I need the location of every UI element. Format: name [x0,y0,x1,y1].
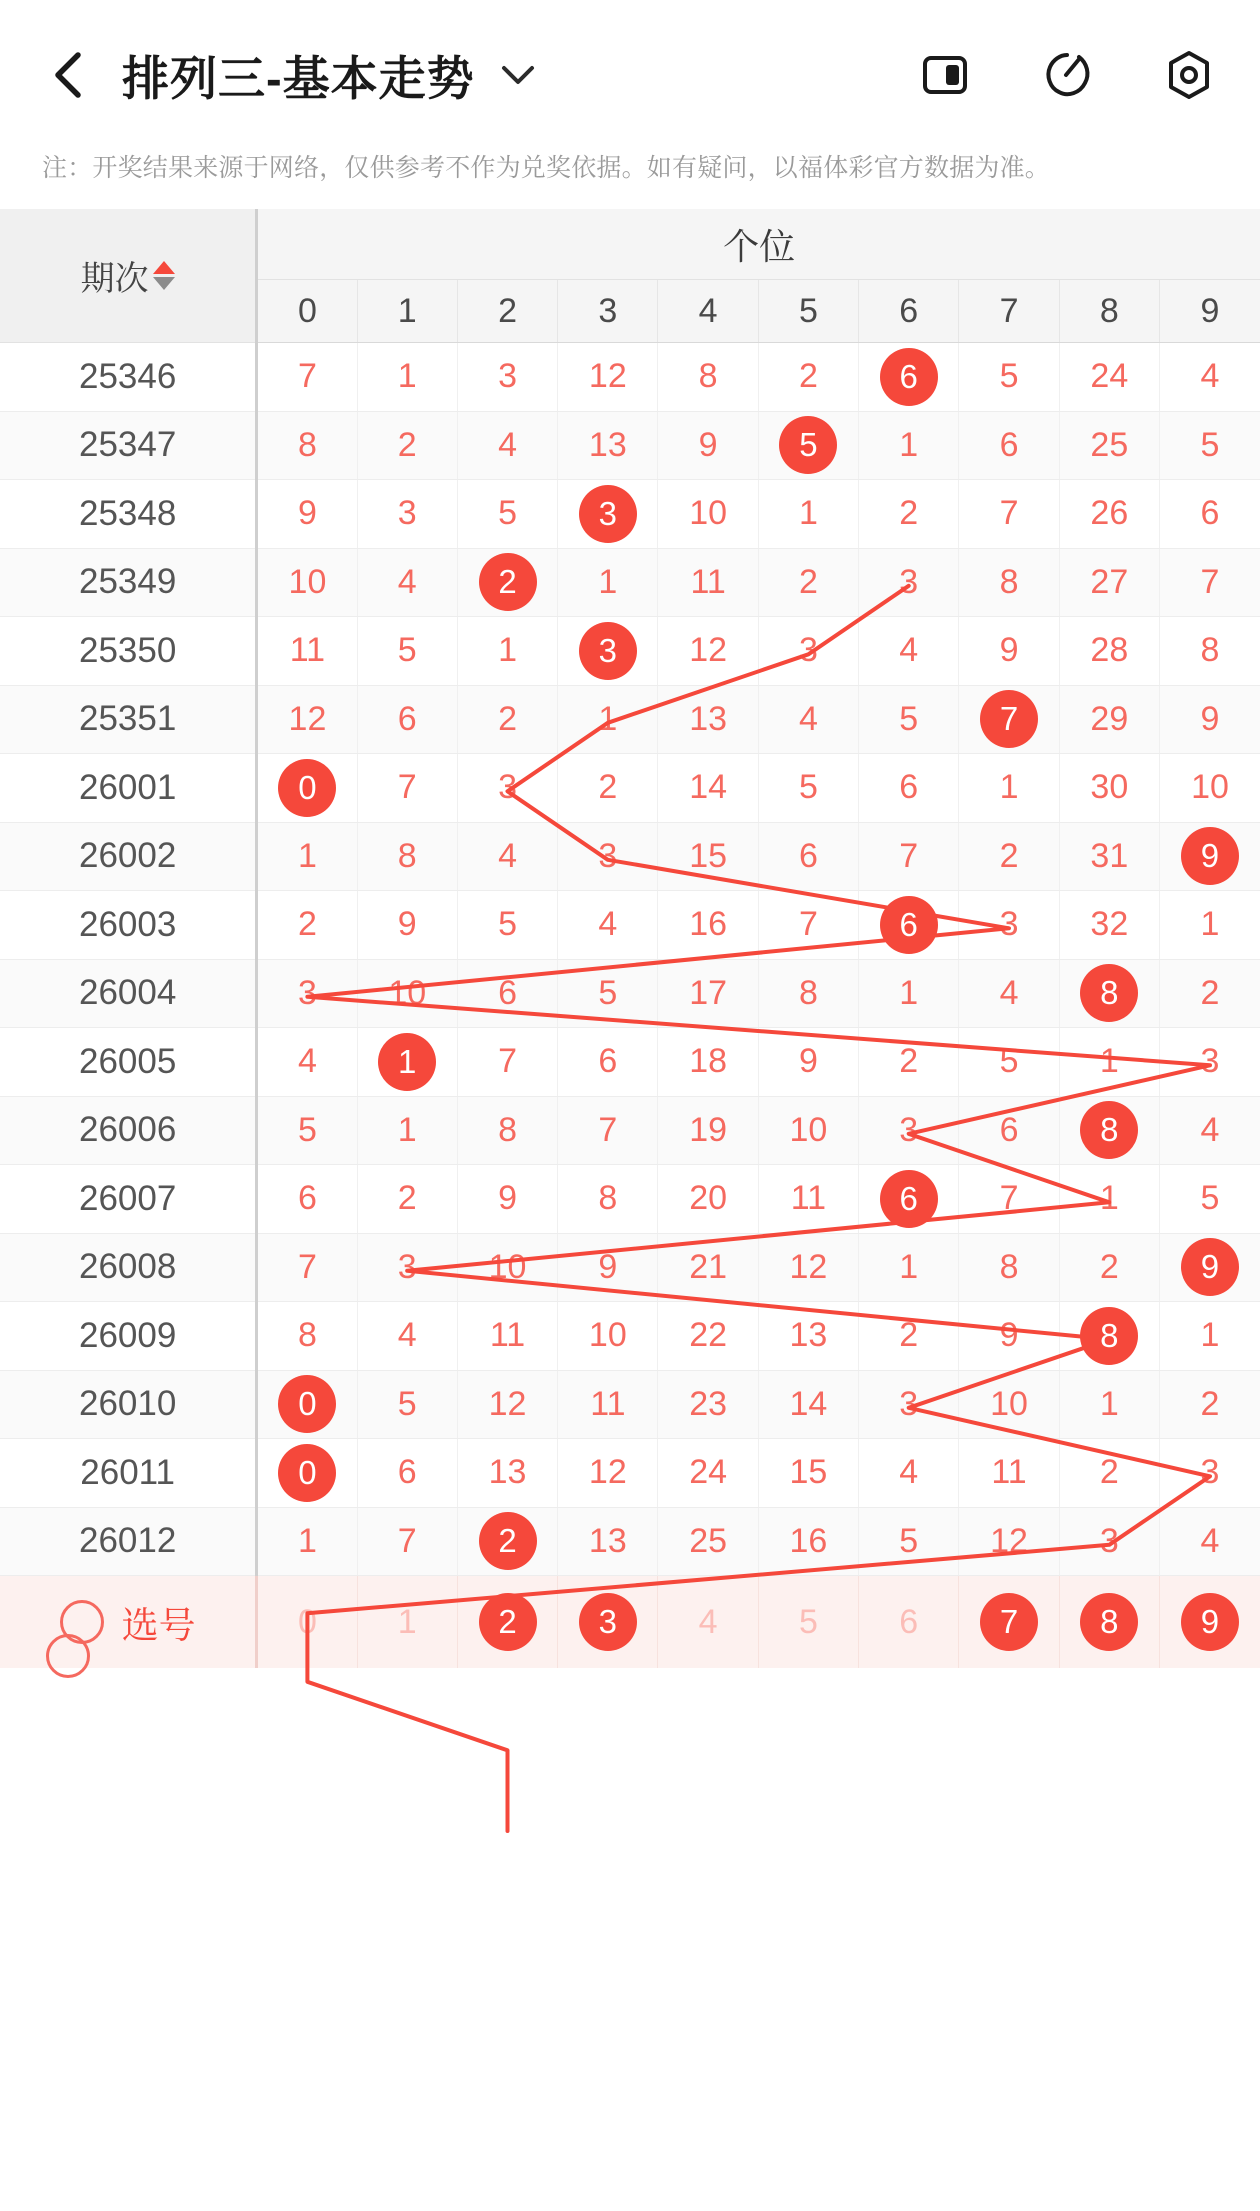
cell-r1-c3[interactable]: 13 [558,411,658,480]
cell-r2-c9[interactable]: 6 [1159,480,1260,549]
cell-r10-c5[interactable]: 9 [758,1028,858,1097]
share-icon[interactable] [1038,46,1096,104]
pick-ball-9[interactable]: 9 [1181,1593,1239,1651]
cell-r6-c3[interactable]: 2 [558,754,658,823]
cell-r5-c3[interactable]: 1 [558,685,658,754]
cell-r7-c3[interactable]: 3 [558,822,658,891]
cell-r15-c5[interactable]: 14 [758,1370,858,1439]
cell-r0-c4[interactable]: 8 [658,343,758,412]
digit-header-6[interactable]: 6 [859,280,959,343]
cell-r4-c1[interactable]: 5 [357,617,457,686]
row-period: 26012 [0,1507,257,1576]
cell-r0-c0[interactable]: 7 [257,343,357,412]
cell-r10-c1[interactable] [357,1028,457,1097]
cell-r6-c8[interactable]: 30 [1059,754,1159,823]
cell-r2-c4[interactable]: 10 [658,480,758,549]
cell-r0-c9[interactable]: 4 [1159,343,1260,412]
cell-r12-c1[interactable]: 2 [357,1165,457,1234]
cell-r17-c0[interactable]: 1 [257,1507,357,1576]
cell-r13-c6[interactable]: 1 [859,1233,959,1302]
cell-r12-c5[interactable]: 11 [758,1165,858,1234]
hit-ball: 7 [980,690,1038,748]
cell-r0-c8[interactable]: 24 [1059,343,1159,412]
cell-r13-c8[interactable]: 2 [1059,1233,1159,1302]
cell-r16-c2[interactable]: 13 [457,1439,557,1508]
row-period: 25347 [0,411,257,480]
cell-r12-c3[interactable]: 8 [558,1165,658,1234]
cell-r8-c1[interactable]: 9 [357,891,457,960]
cell-r15-c9[interactable]: 2 [1159,1370,1260,1439]
hit-ball: 1 [378,1033,436,1091]
cell-r4-c6[interactable]: 4 [859,617,959,686]
cell-r16-c0[interactable] [257,1439,357,1508]
hit-ball: 8 [1080,1101,1138,1159]
cell-r8-c6[interactable] [859,891,959,960]
cell-r7-c9[interactable] [1159,822,1260,891]
hit-ball: 0 [278,1444,336,1502]
table-row[interactable] [0,1165,1260,1234]
table-head [0,209,1260,343]
settings-icon[interactable] [1160,46,1218,104]
cell-r13-c3[interactable]: 9 [558,1233,658,1302]
cell-r12-c6[interactable] [859,1165,959,1234]
cell-r0-c5[interactable]: 2 [758,343,858,412]
pick-cell-6[interactable]: 6 [859,1576,959,1669]
cell-r1-c8[interactable]: 25 [1059,411,1159,480]
cell-r6-c4[interactable]: 14 [658,754,758,823]
cell-r3-c3[interactable]: 1 [558,548,658,617]
cell-r10-c8[interactable]: 1 [1059,1028,1159,1097]
cell-r10-c3[interactable]: 6 [558,1028,658,1097]
cell-r4-c5[interactable]: 3 [758,617,858,686]
row-period: 26002 [0,822,257,891]
cell-r9-c7[interactable]: 4 [959,959,1059,1028]
cell-r12-c4[interactable]: 20 [658,1165,758,1234]
cell-r16-c6[interactable]: 4 [859,1439,959,1508]
cell-r15-c3[interactable]: 11 [558,1370,658,1439]
cell-r17-c9[interactable]: 4 [1159,1507,1260,1576]
table-row[interactable] [0,1439,1260,1508]
cell-r5-c6[interactable]: 5 [859,685,959,754]
hit-ball: 2 [479,553,537,611]
pick-cell-5[interactable]: 5 [758,1576,858,1669]
disclaimer-note: 注：开奖结果来源于网络，仅供参考不作为兑奖依据。如有疑问，以福体彩官方数据为准。 [42,154,1051,182]
cell-r13-c1[interactable]: 3 [357,1233,457,1302]
cell-r2-c8[interactable]: 26 [1059,480,1159,549]
table-row[interactable] [0,822,1260,891]
trend-table-wrap [0,209,1260,1668]
cell-r8-c2[interactable]: 5 [457,891,557,960]
sort-desc-icon[interactable] [153,277,175,290]
cell-r4-c9[interactable]: 8 [1159,617,1260,686]
cell-r12-c9[interactable]: 5 [1159,1165,1260,1234]
pick-cell-4[interactable]: 4 [658,1576,758,1669]
digit-header-4[interactable]: 4 [658,280,758,343]
table-row[interactable] [0,411,1260,480]
row-period: 25351 [0,685,257,754]
row-period: 25348 [0,480,257,549]
cell-r5-c8[interactable]: 29 [1059,685,1159,754]
circle-icon-secondary [46,1634,90,1678]
digit-header-5[interactable]: 5 [758,280,858,343]
cell-r8-c0[interactable]: 2 [257,891,357,960]
chevron-down-icon[interactable] [501,58,535,92]
cell-r10-c0[interactable]: 4 [257,1028,357,1097]
cell-r11-c7[interactable]: 6 [959,1096,1059,1165]
cell-r7-c4[interactable]: 15 [658,822,758,891]
cell-r2-c7[interactable]: 7 [959,480,1059,549]
hit-ball: 3 [579,622,637,680]
hit-ball: 0 [278,1375,336,1433]
table-row[interactable] [0,548,1260,617]
cell-r13-c9[interactable] [1159,1233,1260,1302]
hit-ball: 5 [779,416,837,474]
row-period: 25350 [0,617,257,686]
digit-header-2[interactable]: 2 [457,280,557,343]
cell-r9-c9[interactable]: 2 [1159,959,1260,1028]
cell-r14-c0[interactable]: 8 [257,1302,357,1371]
cell-r2-c5[interactable]: 1 [758,480,858,549]
cell-r9-c8[interactable] [1059,959,1159,1028]
pick-cell-9[interactable] [1159,1576,1260,1669]
cell-r10-c6[interactable]: 2 [859,1028,959,1097]
cell-r14-c3[interactable]: 10 [558,1302,658,1371]
pick-cell-2[interactable] [457,1576,557,1669]
hit-ball: 6 [880,896,938,954]
cell-r8-c9[interactable]: 1 [1159,891,1260,960]
cell-r17-c8[interactable]: 3 [1059,1507,1159,1576]
cell-r2-c0[interactable]: 9 [257,480,357,549]
pick-label-cell[interactable] [0,1576,257,1669]
row-period: 26008 [0,1233,257,1302]
row-period: 26007 [0,1165,257,1234]
pick-cell-3[interactable] [558,1576,658,1669]
cell-r7-c2[interactable]: 4 [457,822,557,891]
hit-ball: 6 [880,1170,938,1228]
digit-header-7[interactable]: 7 [959,280,1059,343]
table-row[interactable] [0,1096,1260,1165]
hit-ball: 9 [1181,827,1239,885]
row-period: 26010 [0,1370,257,1439]
digit-header-9[interactable]: 9 [1159,280,1260,343]
cell-r7-c6[interactable]: 7 [859,822,959,891]
cell-r3-c8[interactable]: 27 [1059,548,1159,617]
cell-r6-c0[interactable] [257,754,357,823]
cell-r8-c7[interactable]: 3 [959,891,1059,960]
cell-r6-c9[interactable]: 10 [1159,754,1260,823]
cell-r10-c2[interactable]: 7 [457,1028,557,1097]
cell-r5-c2[interactable]: 2 [457,685,557,754]
cell-r3-c2[interactable] [457,548,557,617]
cell-r14-c1[interactable]: 4 [357,1302,457,1371]
hit-ball: 0 [278,759,336,817]
cell-r16-c9[interactable]: 3 [1159,1439,1260,1508]
back-icon[interactable] [42,49,94,101]
hit-ball: 8 [1080,1307,1138,1365]
row-period: 26001 [0,754,257,823]
cell-r5-c4[interactable]: 13 [658,685,758,754]
table-row[interactable] [0,1302,1260,1371]
cell-r11-c6[interactable]: 3 [859,1096,959,1165]
cell-r7-c7[interactable]: 2 [959,822,1059,891]
cell-r3-c4[interactable]: 11 [658,548,758,617]
cell-r5-c0[interactable]: 12 [257,685,357,754]
table-row[interactable] [0,685,1260,754]
table-row[interactable] [0,343,1260,412]
cell-r16-c7[interactable]: 11 [959,1439,1059,1508]
pick-ball-8[interactable]: 8 [1080,1593,1138,1651]
cell-r14-c9[interactable]: 1 [1159,1302,1260,1371]
layout-toggle-icon[interactable] [916,46,974,104]
cell-r7-c0[interactable]: 1 [257,822,357,891]
digit-header-8[interactable]: 8 [1059,280,1159,343]
hit-ball: 6 [880,348,938,406]
cell-r0-c6[interactable] [859,343,959,412]
cell-r12-c0[interactable]: 6 [257,1165,357,1234]
row-period: 25349 [0,548,257,617]
cell-r13-c0[interactable]: 7 [257,1233,357,1302]
pick-label: 选号 [121,1605,196,1646]
table-row[interactable] [0,1028,1260,1097]
row-period: 26011 [0,1439,257,1508]
cell-r12-c2[interactable]: 9 [457,1165,557,1234]
trend-table [0,209,1260,1668]
row-period: 26004 [0,959,257,1028]
cell-r0-c7[interactable]: 5 [959,343,1059,412]
table-row[interactable] [0,1233,1260,1302]
cell-r2-c1[interactable]: 3 [357,480,457,549]
cell-r14-c7[interactable]: 9 [959,1302,1059,1371]
cell-r15-c4[interactable]: 23 [658,1370,758,1439]
cell-r14-c6[interactable]: 2 [859,1302,959,1371]
cell-r16-c1[interactable]: 6 [357,1439,457,1508]
cell-r1-c7[interactable]: 6 [959,411,1059,480]
cell-r6-c5[interactable]: 5 [758,754,858,823]
cell-r9-c6[interactable]: 1 [859,959,959,1028]
table-row[interactable] [0,1370,1260,1439]
cell-r2-c3[interactable] [558,480,658,549]
cell-r3-c9[interactable]: 7 [1159,548,1260,617]
cell-r9-c5[interactable]: 8 [758,959,858,1028]
cell-r12-c7[interactable]: 7 [959,1165,1059,1234]
cell-r15-c2[interactable]: 12 [457,1370,557,1439]
cell-r17-c1[interactable]: 7 [357,1507,457,1576]
cell-r17-c6[interactable]: 5 [859,1507,959,1576]
cell-r17-c3[interactable]: 13 [558,1507,658,1576]
cell-r16-c3[interactable]: 12 [558,1439,658,1508]
pick-ball-2[interactable]: 2 [479,1593,537,1651]
cell-r1-c9[interactable]: 5 [1159,411,1260,480]
cell-r17-c2[interactable] [457,1507,557,1576]
cell-r17-c7[interactable]: 12 [959,1507,1059,1576]
cell-r15-c0[interactable] [257,1370,357,1439]
cell-r10-c7[interactable]: 5 [959,1028,1059,1097]
cell-r13-c2[interactable]: 10 [457,1233,557,1302]
cell-r4-c0[interactable]: 11 [257,617,357,686]
cell-r8-c3[interactable]: 4 [558,891,658,960]
cell-r2-c6[interactable]: 2 [859,480,959,549]
table-foot [0,1576,1260,1669]
cell-r14-c4[interactable]: 22 [658,1302,758,1371]
cell-r11-c4[interactable]: 19 [658,1096,758,1165]
cell-r3-c7[interactable]: 8 [959,548,1059,617]
group-header-units: 个位 [257,209,1260,280]
cell-r9-c3[interactable]: 5 [558,959,658,1028]
cell-r0-c3[interactable]: 12 [558,343,658,412]
cell-r5-c7[interactable] [959,685,1059,754]
cell-r10-c9[interactable]: 3 [1159,1028,1260,1097]
cell-r7-c5[interactable]: 6 [758,822,858,891]
hit-ball: 9 [1181,1238,1239,1296]
table-row[interactable] [0,891,1260,960]
cell-r17-c5[interactable]: 16 [758,1507,858,1576]
cell-r9-c4[interactable]: 17 [658,959,758,1028]
cell-r3-c1[interactable]: 4 [357,548,457,617]
cell-r5-c5[interactable]: 4 [758,685,858,754]
cell-r4-c7[interactable]: 9 [959,617,1059,686]
cell-r6-c7[interactable]: 1 [959,754,1059,823]
cell-r13-c5[interactable]: 12 [758,1233,858,1302]
cell-r7-c8[interactable]: 31 [1059,822,1159,891]
cell-r14-c8[interactable] [1059,1302,1159,1371]
pick-ball-3[interactable]: 3 [579,1593,637,1651]
cell-r1-c4[interactable]: 9 [658,411,758,480]
cell-r1-c6[interactable]: 1 [859,411,959,480]
cell-r14-c5[interactable]: 13 [758,1302,858,1371]
cell-r9-c2[interactable]: 6 [457,959,557,1028]
cell-r3-c5[interactable]: 2 [758,548,858,617]
cell-r10-c4[interactable]: 18 [658,1028,758,1097]
cell-r15-c7[interactable]: 10 [959,1370,1059,1439]
table-body [0,343,1260,1576]
sort-asc-icon[interactable] [153,261,175,274]
pick-ball-7[interactable]: 7 [980,1593,1038,1651]
digit-header-3[interactable]: 3 [558,280,658,343]
cell-r5-c1[interactable]: 6 [357,685,457,754]
cell-r8-c5[interactable]: 7 [758,891,858,960]
cell-r9-c0[interactable]: 3 [257,959,357,1028]
header-actions [916,46,1218,104]
table-row[interactable] [0,959,1260,1028]
cell-r1-c0[interactable]: 8 [257,411,357,480]
pick-cell-7[interactable] [959,1576,1059,1669]
period-header-label: 期次 [80,260,149,298]
cell-r6-c1[interactable]: 7 [357,754,457,823]
cell-r1-c1[interactable]: 2 [357,411,457,480]
page-title: 排列三-基本走势 [122,51,475,105]
row-period: 26003 [0,891,257,960]
hit-ball: 8 [1080,964,1138,1022]
cell-r0-c2[interactable]: 3 [457,343,557,412]
page-title-dropdown[interactable] [122,42,535,109]
cell-r3-c0[interactable]: 10 [257,548,357,617]
cell-r11-c2[interactable]: 8 [457,1096,557,1165]
hit-ball: 2 [479,1512,537,1570]
cell-r15-c6[interactable]: 3 [859,1370,959,1439]
row-period: 25346 [0,343,257,412]
app-header [0,0,1260,150]
period-column-header[interactable] [0,209,257,343]
cell-r0-c1[interactable]: 1 [357,343,457,412]
row-period: 26009 [0,1302,257,1371]
cell-r5-c9[interactable]: 9 [1159,685,1260,754]
pick-cell-1[interactable]: 1 [357,1576,457,1669]
row-period: 26006 [0,1096,257,1165]
cell-r11-c5[interactable]: 10 [758,1096,858,1165]
table-row[interactable] [0,480,1260,549]
pick-number-row [0,1576,1260,1669]
pick-cell-0[interactable]: 0 [257,1576,357,1669]
table-row[interactable] [0,617,1260,686]
cell-r11-c9[interactable]: 4 [1159,1096,1260,1165]
cell-r7-c1[interactable]: 8 [357,822,457,891]
cell-r16-c8[interactable]: 2 [1059,1439,1159,1508]
cell-r12-c8[interactable]: 1 [1059,1165,1159,1234]
digit-header-1[interactable]: 1 [357,280,457,343]
cell-r6-c6[interactable]: 6 [859,754,959,823]
cell-r13-c7[interactable]: 8 [959,1233,1059,1302]
cell-r11-c1[interactable]: 1 [357,1096,457,1165]
cell-r15-c1[interactable]: 5 [357,1370,457,1439]
cell-r3-c6[interactable]: 3 [859,548,959,617]
cell-r11-c8[interactable] [1059,1096,1159,1165]
cell-r4-c2[interactable]: 1 [457,617,557,686]
cell-r9-c1[interactable]: 10 [357,959,457,1028]
digit-header-0[interactable]: 0 [257,280,357,343]
cell-r14-c2[interactable]: 11 [457,1302,557,1371]
cell-r17-c4[interactable]: 25 [658,1507,758,1576]
table-row[interactable] [0,754,1260,823]
pick-cell-8[interactable] [1059,1576,1159,1669]
hit-ball: 3 [579,485,637,543]
cell-r1-c2[interactable]: 4 [457,411,557,480]
sort-arrows-icon[interactable] [153,261,175,290]
cell-r8-c8[interactable]: 32 [1059,891,1159,960]
cell-r6-c2[interactable]: 3 [457,754,557,823]
cell-r8-c4[interactable]: 16 [658,891,758,960]
cell-r16-c4[interactable]: 24 [658,1439,758,1508]
table-row[interactable] [0,1507,1260,1576]
cell-r4-c4[interactable]: 12 [658,617,758,686]
cell-r1-c5[interactable] [758,411,858,480]
cell-r4-c8[interactable]: 28 [1059,617,1159,686]
cell-r2-c2[interactable]: 5 [457,480,557,549]
cell-r15-c8[interactable]: 1 [1059,1370,1159,1439]
row-period: 26005 [0,1028,257,1097]
cell-r11-c3[interactable]: 7 [558,1096,658,1165]
cell-r4-c3[interactable] [558,617,658,686]
cell-r16-c5[interactable]: 15 [758,1439,858,1508]
cell-r11-c0[interactable]: 5 [257,1096,357,1165]
cell-r13-c4[interactable]: 21 [658,1233,758,1302]
